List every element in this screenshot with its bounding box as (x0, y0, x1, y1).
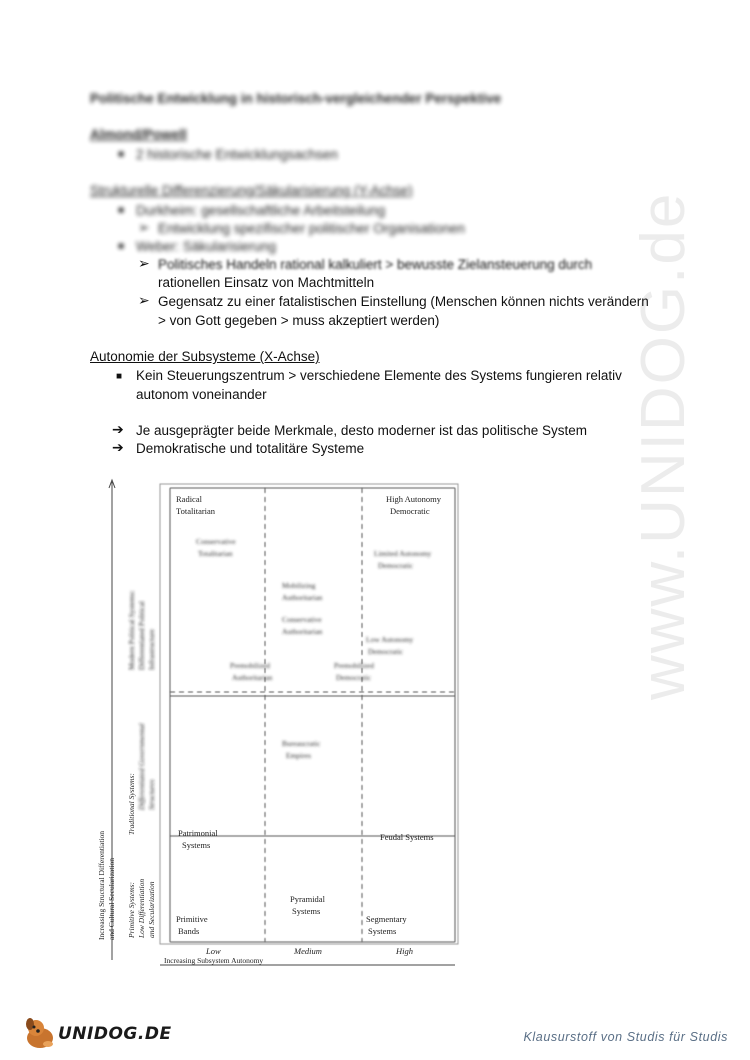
cell-conservative-auth: Conservative (282, 615, 322, 624)
durkheim-subpoint: Entwicklung spezifischer politischer Organisationen (158, 221, 465, 236)
durkheim-point: Durkheim: gesellschaftliche Arbeitsteilung (136, 203, 386, 218)
cell-low-autonomy: Low Autonomy (366, 635, 414, 644)
cell-conservative-totalitarian: Totalitarian (198, 549, 233, 558)
chevron-right-icon: ➢ (138, 292, 150, 308)
almond-point: 2 historische Entwicklungsachsen (136, 147, 338, 162)
cell-conservative-authoritarian: Authoritarian (282, 627, 323, 636)
row-label-traditional-3: Structures (147, 779, 156, 810)
cell-patrimonial: Patrimonial (178, 828, 218, 838)
weber-subpoint-1b: rationellen Einsatz von Machtmitteln (158, 275, 375, 290)
cell-high-autonomy: High Autonomy (386, 494, 442, 504)
autonomie-point-a: Kein Steuerungszentrum > verschiedene Elemente des Systems fungieren relativ (136, 368, 622, 383)
cell-totalitarian: Totalitarian (176, 506, 216, 516)
row-label-modern-3: Infrastructure (147, 629, 156, 670)
weber-subpoint-2a: Gegensatz zu einer fatalistischen Einstellung (Menschen können nichts verändern (158, 294, 649, 309)
cell-patrimonial-systems: Systems (182, 840, 211, 850)
footer-logo-text: UNIDOG.DE (58, 1024, 172, 1044)
heading-autonomie: Autonomie der Subsysteme (X-Achse) (90, 349, 320, 364)
row-label-primitive-2: Low Differentiation (137, 878, 146, 938)
cell-low-democratic: Democratic (368, 647, 403, 656)
cell-premobilized: Premobilized (230, 661, 270, 670)
typology-diagram (90, 470, 470, 980)
cell-premobilized-democratic: Democratic (336, 673, 371, 682)
arrow-right-icon: ➔ (112, 439, 124, 455)
cell-limited-autonomy: Limited Autonomy (374, 549, 432, 558)
weber-point: Weber: Säkularisierung (136, 239, 277, 254)
heading-struct: Strukturelle Differenzierung/Säkularisierung (Y-Achse) (90, 183, 413, 198)
row-label-traditional-1: Traditional Systems: (127, 773, 136, 835)
row-label-traditional-2: Differentiated Governmental (137, 723, 146, 810)
chevron-right-icon: ➢ (138, 219, 150, 235)
chevron-right-icon: ➢ (138, 255, 150, 271)
cell-mobilizing: Mobilizing (282, 581, 316, 590)
cell-radical: Radical (176, 494, 202, 504)
conclusion-1: Je ausgeprägter beide Merkmale, desto moderner ist das politische System (136, 423, 587, 438)
bullet-icon: ■ (118, 241, 125, 252)
bullet-icon: ■ (116, 371, 123, 382)
row-label-primitive-3: and Secularization (147, 881, 156, 938)
cell-premobilized-dem: Premobilized (334, 661, 374, 670)
cell-premobilized-authoritarian: Authoritarian (232, 673, 273, 682)
x-axis-label: Increasing Subsystem Autonomy (164, 956, 264, 965)
conclusion-2: Demokratische und totalitäre Systeme (136, 441, 365, 456)
x-tick-low: Low (206, 946, 221, 956)
cell-segmentary: Segmentary (366, 914, 407, 924)
x-tick-high: High (396, 946, 413, 956)
cell-pyramidal: Pyramidal (290, 894, 325, 904)
cell-empires: Empires (286, 751, 311, 760)
x-tick-medium: Medium (294, 946, 322, 956)
doc-title: Politische Entwicklung in historisch-vergleichender Perspektive (90, 91, 502, 106)
arrow-right-icon: ➔ (112, 421, 124, 437)
cell-pyramidal-systems: Systems (292, 906, 321, 916)
y-axis-label-2: and Cultural Secularization (107, 857, 116, 940)
y-axis-label-1: Increasing Structural Differentiation (97, 831, 106, 940)
bullet-icon: ■ (118, 205, 125, 216)
unidog-logo-icon (22, 1016, 58, 1050)
footer-tagline: Klausurstoff von Studis für Studis (523, 1030, 728, 1044)
cell-conservative: Conservative (196, 537, 236, 546)
cell-primitive: Primitive (176, 914, 208, 924)
autonomie-point-b: autonom voneinander (136, 387, 267, 402)
heading-almond: Almond/Powell (90, 127, 187, 142)
cell-feudal: Feudal Systems (380, 832, 434, 842)
weber-subpoint-1a: Politisches Handeln rational kalkuliert > bewusste Zielansteuerung durch (158, 257, 593, 272)
cell-bureaucratic: Bureaucratic (282, 739, 321, 748)
row-label-modern-1: Modern Political Systems: (127, 590, 136, 670)
row-label-modern-2: Differentiated Political (137, 601, 146, 670)
cell-limited-democratic: Democratic (378, 561, 413, 570)
row-label-primitive-1: Primitive Systems: (127, 881, 136, 938)
bullet-icon: ■ (118, 149, 125, 160)
watermark-text: www.UNIDOG.de (629, 191, 698, 700)
weber-subpoint-2b: > von Gott gegeben > muss akzeptiert werden) (158, 313, 440, 328)
cell-bands: Bands (178, 926, 200, 936)
cell-high-democratic: Democratic (390, 506, 430, 516)
cell-segmentary-systems: Systems (368, 926, 397, 936)
cell-mobilizing-authoritarian: Authoritarian (282, 593, 323, 602)
